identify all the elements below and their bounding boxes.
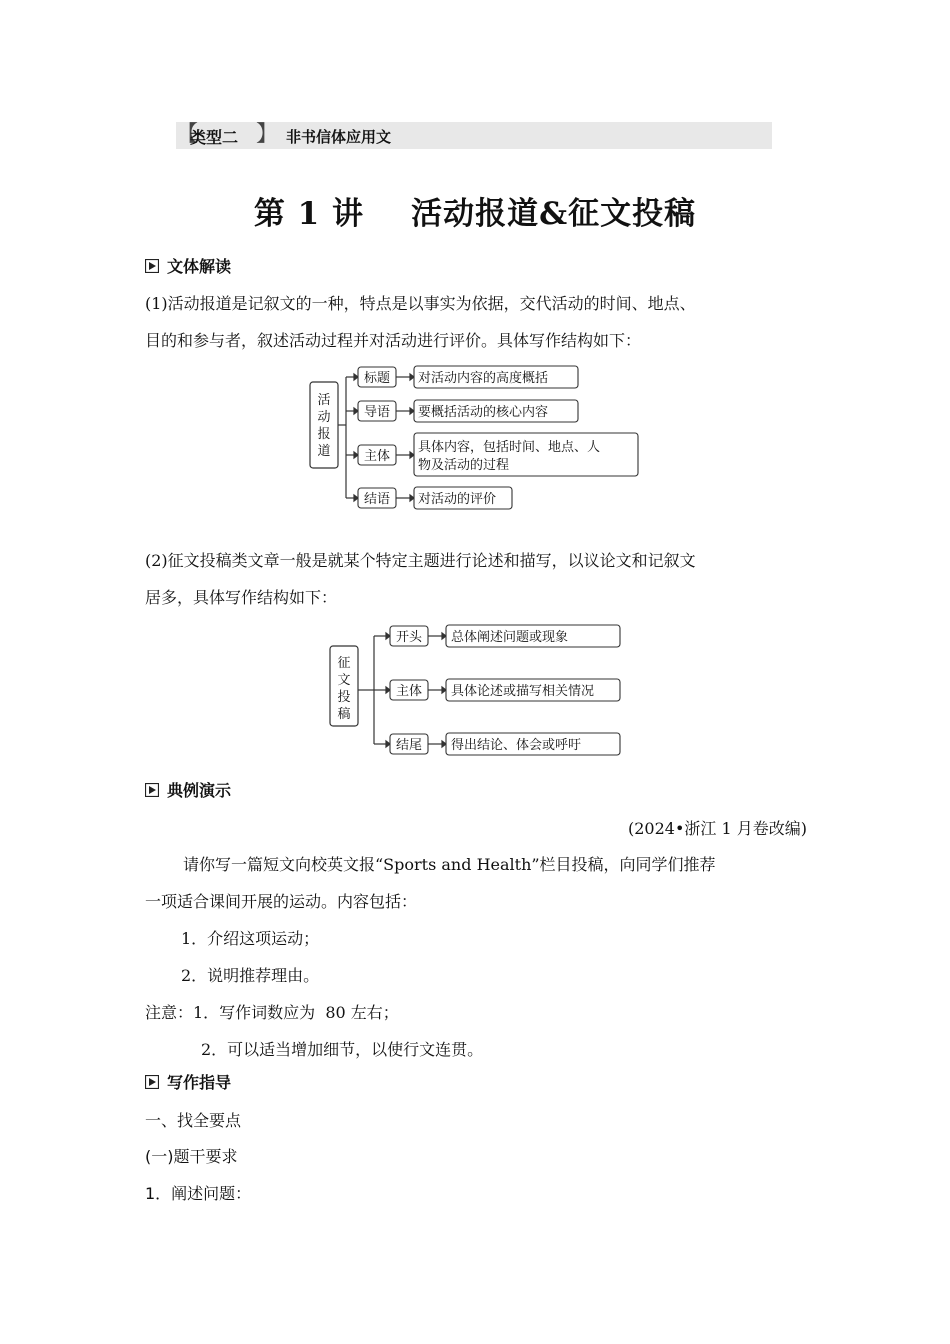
diagram-node-desc: 物及活动的过程 (418, 458, 510, 473)
banner-bracket-right: 】 (256, 122, 279, 147)
banner-subtitle: 非书信体应用文 (286, 128, 392, 146)
diagram-node-desc: 要概括活动的核心内容 (418, 405, 549, 420)
section-heading-guide (145, 1070, 231, 1093)
guide-item: 1．阐述问题： (145, 1184, 252, 1203)
diagram-root-char: 稿 (337, 707, 351, 722)
essay-submission-structure-diagram (320, 618, 630, 763)
source-citation: (2024•浙江 1 月卷改编) (628, 819, 807, 838)
paragraph-essay-submission (145, 542, 807, 616)
section-title: 文体解读 (167, 257, 232, 276)
banner-type-label: 类型二 (190, 128, 239, 147)
diagram-node-label: 标题 (363, 371, 391, 386)
paragraph-activity-report (145, 285, 807, 359)
paragraph-line: 目的和参与者，叙述活动过程并对活动进行评价。具体写作结构如下： (145, 331, 642, 350)
diagram-root-char: 征 (337, 656, 351, 671)
diagram-root-char: 报 (317, 427, 331, 442)
diagram-node-desc: 总体阐述问题或现象 (451, 630, 569, 645)
diagram-node-desc: 得出结论、体会或呼吁 (451, 738, 582, 753)
play-icon (145, 1075, 159, 1089)
paragraph-line: 居多，具体写作结构如下： (145, 588, 338, 607)
guide-heading: 一、找全要点 (145, 1111, 242, 1130)
task-note: 注意：1．写作词数应为 80 左右； (145, 1003, 399, 1022)
diagram-node-label: 主体 (395, 684, 423, 699)
paragraph-line: 一项适合课间开展的运动。内容包括： (145, 892, 418, 911)
page-title: 第 1 讲 活动报道&征文投稿 (253, 196, 697, 232)
diagram-node-label: 导语 (363, 405, 391, 420)
section-title: 写作指导 (167, 1073, 232, 1092)
diagram-root-char: 投 (337, 690, 351, 705)
diagram-root-char: 动 (317, 410, 331, 425)
paragraph-line: (1)活动报道是记叙文的一种，特点是以事实为依据，交代活动的时间、地点、 (145, 294, 696, 313)
activity-report-structure-diagram (300, 360, 650, 515)
diagram-root-char: 道 (317, 444, 331, 459)
diagram-node-desc: 具体论述或描写相关情况 (451, 684, 595, 699)
section-title: 典例演示 (167, 781, 232, 800)
diagram-node-label: 结尾 (395, 738, 423, 753)
section-heading-genre (145, 254, 231, 277)
task-note: 2．可以适当增加细节，以使行文连贯。 (201, 1040, 484, 1059)
diagram-root-char: 活 (317, 393, 331, 408)
paragraph-line: 请你写一篇短文向校英文报“Sports and Health”栏目投稿，向同学们推荐 (183, 855, 716, 874)
task-item: 1．介绍这项运动； (181, 929, 320, 948)
diagram-root-char: 文 (337, 673, 351, 688)
task-item: 2．说明推荐理由。 (181, 966, 320, 985)
diagram-node-label: 开头 (395, 630, 423, 645)
section-heading-example (145, 778, 231, 801)
banner-bracket-left: 【 (176, 122, 199, 147)
play-icon (145, 259, 159, 273)
paragraph-line: (2)征文投稿类文章一般是就某个特定主题进行论述和描写，以议论文和记叙文 (145, 551, 696, 570)
diagram-node-label: 主体 (363, 449, 391, 464)
diagram-node-desc: 对活动的评价 (418, 492, 497, 507)
task-prompt (145, 846, 807, 920)
diagram-node-desc: 对活动内容的高度概括 (418, 371, 549, 386)
diagram-node-label: 结语 (363, 492, 391, 507)
type-banner (176, 122, 772, 149)
play-icon (145, 783, 159, 797)
diagram-node-desc: 具体内容，包括时间、地点、人 (418, 440, 601, 455)
guide-subheading: (一)题干要求 (145, 1147, 238, 1166)
